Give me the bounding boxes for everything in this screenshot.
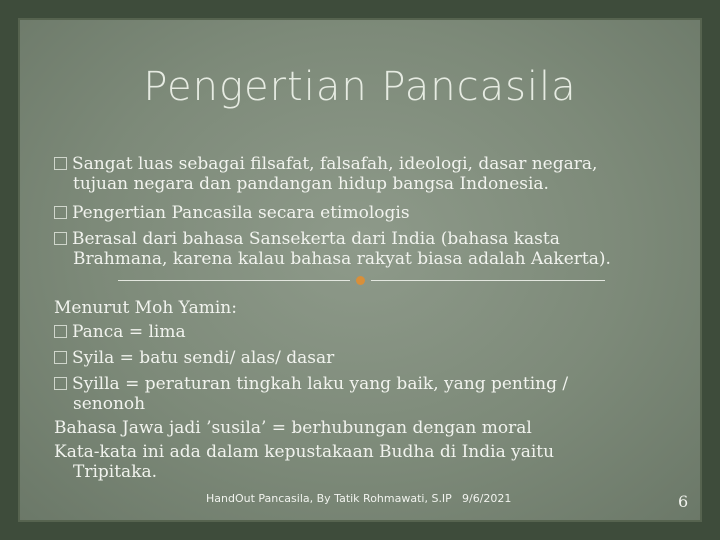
footer-date: 9/6/2021 <box>462 492 512 505</box>
footer-author: HandOut Pancasila, By Tatik Rohmawati, S.IP <box>206 492 452 505</box>
divider-left <box>118 280 350 281</box>
bullet-box-icon <box>54 232 67 245</box>
bullet-text: Syilla = peraturan tingkah laku yang baik, yang penting / <box>72 374 569 394</box>
slide-title: Pengertian Pancasila <box>143 64 577 110</box>
bullet-item <box>54 203 410 223</box>
bullet-item <box>54 229 560 249</box>
page-number: 6 <box>678 492 689 511</box>
bullet-item <box>54 374 568 394</box>
bullet-text-continued: senonoh <box>73 394 146 414</box>
bullet-text: Sangat luas sebagai filsafat, falsafah, ideologi, dasar negara, <box>72 154 598 174</box>
bullet-item <box>54 322 186 342</box>
bullet-text: Syila = batu sendi/ alas/ dasar <box>72 348 335 368</box>
section-heading: Menurut Moh Yamin: <box>54 298 237 318</box>
divider-dot-icon <box>356 276 365 285</box>
paragraph: Kata-kata ini ada dalam kepustakaan Budha di India yaitu <box>54 442 555 462</box>
bullet-text-continued: tujuan negara dan pandangan hidup bangsa Indonesia. <box>73 174 549 194</box>
bullet-box-icon <box>54 377 67 390</box>
bullet-box-icon <box>54 157 67 170</box>
bullet-text: Berasal dari bahasa Sansekerta dari India (bahasa kasta <box>72 229 560 249</box>
bullet-text: Panca = lima <box>72 322 186 342</box>
paragraph: Bahasa Jawa jadi ’susila’ = berhubungan dengan moral <box>54 418 532 438</box>
paragraph-continued: Tripitaka. <box>73 462 158 482</box>
bullet-box-icon <box>54 206 67 219</box>
bullet-box-icon <box>54 325 67 338</box>
divider-right <box>371 280 605 281</box>
bullet-item <box>54 348 334 368</box>
bullet-box-icon <box>54 351 67 364</box>
bullet-text-continued: Brahmana, karena kalau bahasa rakyat biasa adalah Aakerta). <box>73 249 611 269</box>
bullet-item <box>54 154 597 174</box>
bullet-text: Pengertian Pancasila secara etimologis <box>72 203 410 223</box>
